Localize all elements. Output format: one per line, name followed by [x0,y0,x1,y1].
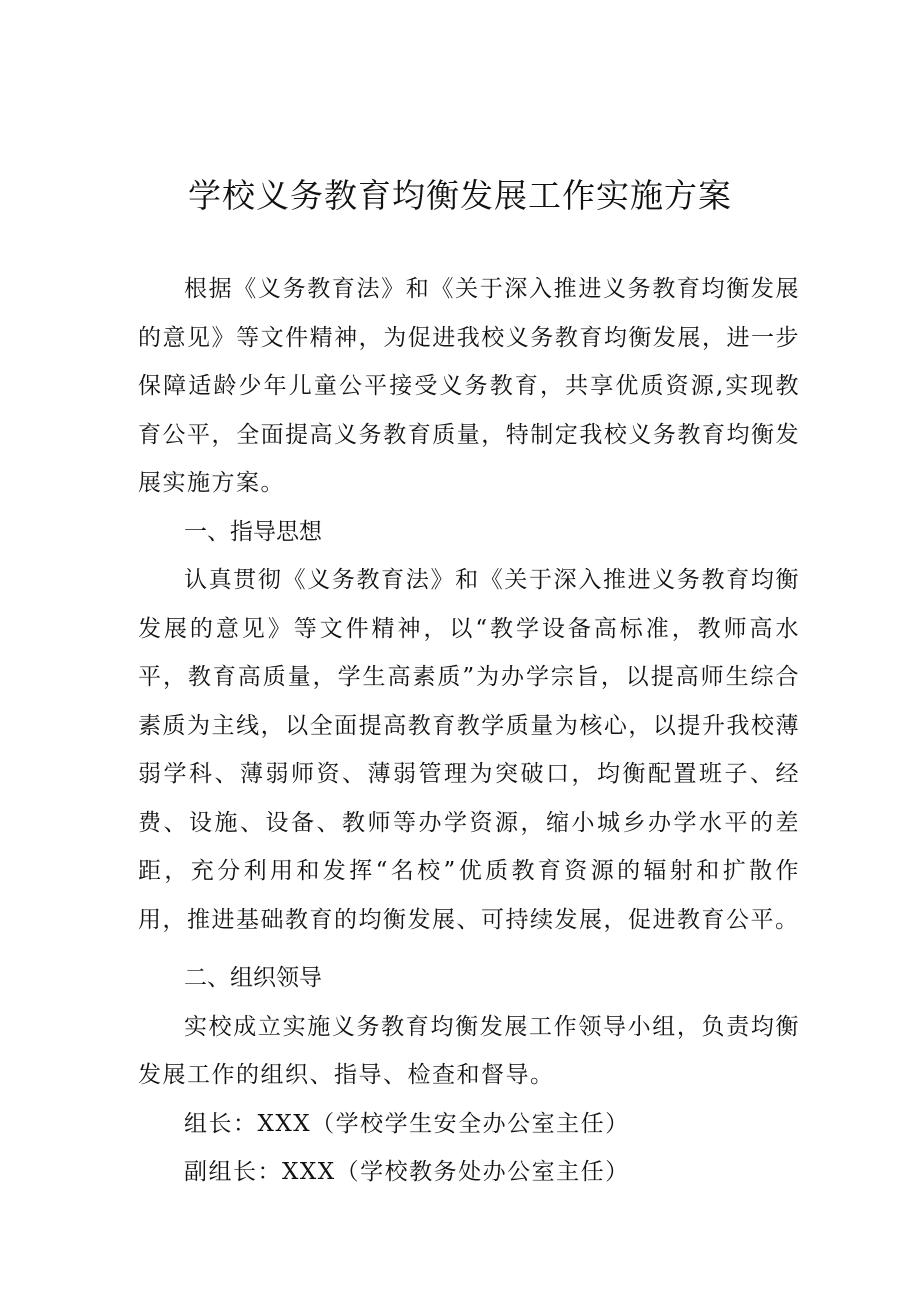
member-leader: 组长：XXX（学校学生安全办公室主任） [184,1110,630,1137]
document-title: 学校义务教育均衡发展工作实施方案 [188,176,732,215]
section-text-guiding-ideology: 认真贯彻《义务教育法》和《关于深入推进义务教育均衡发展的意见》等文件精神，以“教学设备高标准，教师高水平，教育高质量，学生高素质”为办学宗旨，以提高师生综合素质为主线，以全面提高教育教学质量为核心，以提升我校薄弱学科、薄弱师资、薄弱管理为突破口，均衡配置班子、经费、设施、设备、教师等办学资源，缩小城乡办学水平的差距，充分利用和发挥“名校”优质教育资源的辐射和扩散作用，推进基础教育的均衡发展、可持续发展，促进教育公平。 [138,567,800,933]
section-heading-organization: 二、组织领导 [184,965,322,991]
document-body [138,265,800,1197]
member-deputy-leader: 副组长：XXX（学校教务处办公室主任） [184,1159,630,1185]
section-heading-guiding-ideology: 一、指导思想 [184,518,322,545]
section-text-organization: 实校成立实施义务教育均衡发展工作领导小组，负责均衡发展工作的组织、指导、检查和督导。 [138,1013,800,1088]
intro-paragraph: 根据《义务教育法》和《关于深入推进义务教育均衡发展的意见》等文件精神，为促进我校义务教育均衡发展，进一步保障适龄少年儿童公平接受义务教育，共享优质资源,实现教育公平，全面提高义务教育质量，特制定我校义务教育均衡发展实施方案。 [138,276,800,496]
